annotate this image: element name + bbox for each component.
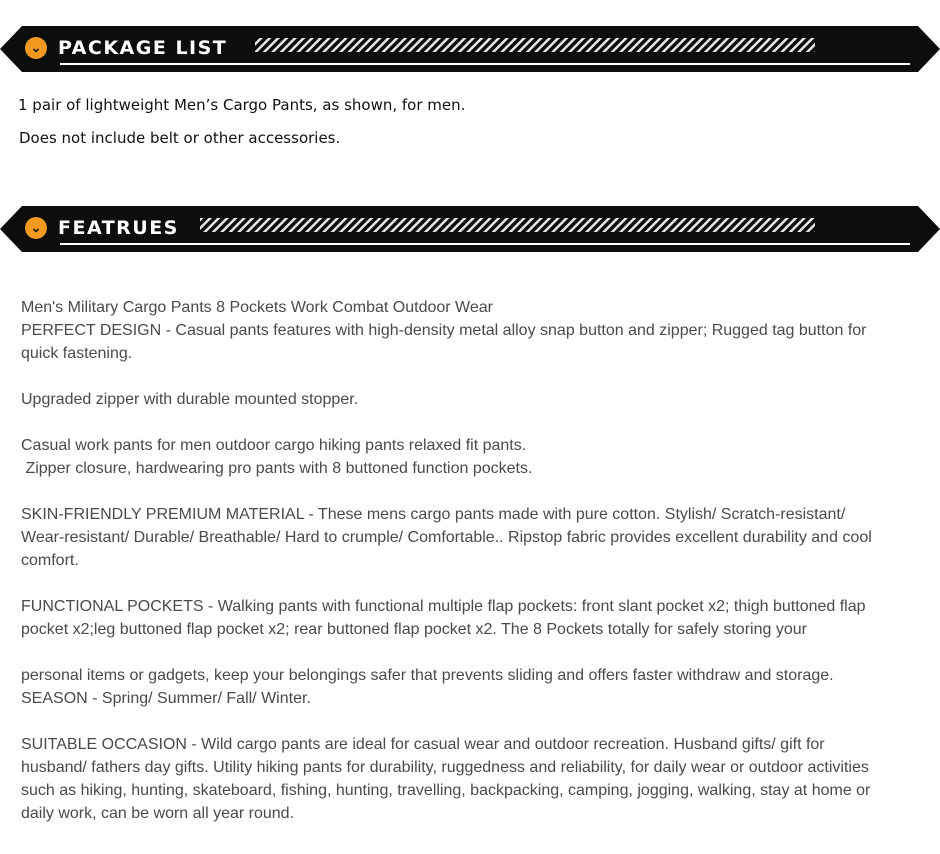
- package-note: Does not include belt or other accessories.: [19, 129, 341, 147]
- feature-line: SEASON - Spring/ Summer/ Fall/ Winter.: [21, 690, 311, 707]
- feature-line: Upgraded zipper with durable mounted stopper.: [21, 391, 359, 408]
- feature-line: Wear-resistant/ Durable/ Breathable/ Hard to crumple/ Comfortable.. Ripstop fabric provides excellent durability and cool: [21, 529, 872, 546]
- feature-line: SKIN-FRIENDLY PREMIUM MATERIAL - These mens cargo pants made with pure cotton. Stylish/ Scratch-resistant/: [21, 506, 846, 523]
- feature-line: such as hiking, hunting, skateboard, fishing, hunting, travelling, backpacking, camping, jogging, walking, stay at home or: [21, 782, 871, 799]
- chevron-down-icon: ⌄: [25, 37, 47, 59]
- feature-line: Casual work pants for men outdoor cargo hiking pants relaxed fit pants.: [21, 437, 527, 454]
- feature-line: Zipper closure, hardwearing pro pants with 8 buttoned function pockets.: [21, 460, 533, 477]
- feature-line: FUNCTIONAL POCKETS - Walking pants with functional multiple flap pockets: front slant pocket x2; thigh buttoned flap: [21, 598, 866, 615]
- feature-line: pocket x2;leg buttoned flap pocket x2; rear buttoned flap pocket x2. The 8 Pockets totally for safely storing your: [21, 621, 807, 638]
- feature-title: Men's Military Cargo Pants 8 Pockets Work Combat Outdoor Wear: [21, 299, 493, 316]
- section-banner-package-list: [0, 26, 940, 72]
- package-item: 1 pair of lightweight Men’s Cargo Pants, as shown, for men.: [18, 96, 466, 114]
- section-banner-features: [0, 206, 940, 252]
- chevron-down-icon: ⌄: [25, 217, 47, 239]
- feature-line: quick fastening.: [21, 345, 133, 362]
- section-title: FEATRUES: [58, 217, 179, 239]
- feature-line: SUITABLE OCCASION - Wild cargo pants are ideal for casual wear and outdoor recreation. Husband gifts/ gift for: [21, 736, 825, 753]
- feature-line: daily work, can be worn all year round.: [21, 805, 295, 822]
- feature-line: personal items or gadgets, keep your belongings safer that prevents sliding and offers faster withdraw and storage.: [21, 667, 834, 684]
- feature-line: comfort.: [21, 552, 79, 569]
- feature-line: PERFECT DESIGN - Casual pants features with high-density metal alloy snap button and zipper; Rugged tag button for: [21, 322, 867, 339]
- feature-line: husband/ fathers day gifts. Utility hiking pants for durability, ruggedness and reliability, for daily wear or outdoor activities: [21, 759, 869, 776]
- section-title: PACKAGE LIST: [58, 37, 228, 59]
